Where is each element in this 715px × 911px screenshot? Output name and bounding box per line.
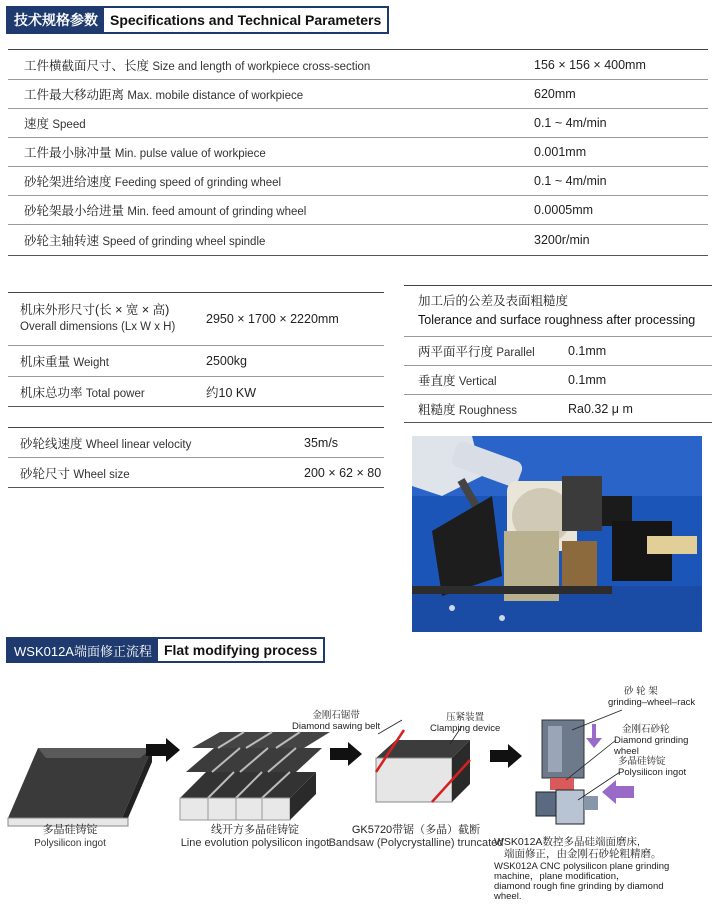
step3-caption-en: Bandsaw (Polycrystalline) truncated — [328, 837, 504, 849]
step4-caption-en3: diamond rough fine grinding by diamond — [494, 881, 664, 892]
step4-caption-en2: machine，plane modification， — [494, 871, 626, 882]
machine-row-weight — [8, 346, 384, 377]
polysilicon-ingot-block — [8, 748, 152, 826]
machine-photo — [412, 436, 702, 632]
spec-value: 0.001mm — [534, 145, 587, 159]
step1-caption — [10, 824, 130, 850]
weight-label-zh: 机床重量 — [20, 355, 71, 369]
velocity-label-zh: 砂轮线速度 — [20, 436, 83, 451]
line-evolution-ingot-bricks — [180, 732, 330, 820]
section2-title-en: Flat modifying process — [158, 639, 323, 661]
step4-caption-en1: WSK012A CNC polysilicon plane grinding — [494, 861, 670, 872]
spec-value: 0.1 ~ 4m/min — [534, 174, 607, 188]
tolerance-label-zh: 粗糙度 — [418, 402, 456, 417]
spec-label-zh: 工件横截面尺寸、长度 — [24, 59, 150, 73]
spec-value: 0.0005mm — [534, 203, 594, 217]
spec-row — [8, 109, 708, 138]
tolerance-value: Ra0.32 μ m — [568, 401, 633, 416]
tolerance-title-zh: 加工后的公差及表面粗糙度 — [418, 294, 569, 308]
spec-row — [8, 138, 708, 167]
tolerance-label-en: Roughness — [458, 404, 518, 417]
ingot-label-en: Polysilicon ingot — [618, 767, 687, 778]
grinding-machine-illustration — [412, 436, 702, 632]
tolerance-label-en: Parallel — [496, 347, 535, 359]
size-label-en: Wheel size — [73, 468, 130, 481]
spec-label-en: Speed of grinding wheel spindle — [102, 236, 266, 248]
spec-value: 620mm — [534, 87, 576, 101]
clamp-label-zh: 压紧装置 — [446, 712, 485, 723]
tolerance-label-en: Vertical — [458, 376, 497, 388]
spec-row — [8, 196, 708, 225]
tolerance-label-zh: 两平面平行度 — [418, 345, 494, 359]
spec-value: 3200r/min — [534, 233, 590, 247]
velocity-label-en: Wheel linear velocity — [85, 438, 192, 451]
wheel-row-size — [8, 458, 384, 488]
spec-label-zh: 砂轮主轴转速 — [24, 234, 100, 248]
tolerance-value: 0.1mm — [568, 373, 607, 387]
step2-caption-zh: 线开方多晶硅铸锭 — [211, 824, 299, 836]
spec-label-zh: 砂轮架进给速度 — [24, 175, 112, 189]
dims-label-en: Overall dimensions (Lx W x H) — [20, 321, 176, 333]
spec-value: 156 × 156 × 400mm — [534, 58, 646, 72]
diamond-belt-label — [292, 710, 380, 732]
power-label-en: Total power — [85, 387, 145, 400]
spec-row — [8, 225, 708, 256]
belt-label-en: Diamond sawing belt — [292, 721, 381, 732]
arrow-right-icon — [490, 744, 522, 768]
step2-caption — [160, 824, 350, 850]
size-label-zh: 砂轮尺寸 — [20, 466, 71, 481]
arrow-right-icon — [330, 742, 362, 766]
velocity-value: 35m/s — [304, 435, 339, 450]
section-title-en: Specifications and Technical Parameters — [104, 8, 387, 32]
wheel-row-velocity — [8, 428, 384, 458]
spec-label-en: Max. mobile distance of workpiece — [127, 90, 304, 102]
dims-value: 2950 × 1700 × 2220mm — [206, 312, 339, 326]
polysilicon-ingot-label — [618, 756, 686, 778]
power-value: 约10 KW — [206, 385, 257, 400]
spec-label-en: Speed — [52, 119, 86, 131]
weight-value: 2500kg — [206, 354, 248, 368]
spec-value: 0.1 ~ 4m/min — [534, 116, 607, 130]
step4-caption — [494, 836, 706, 902]
section-title-zh: 技术规格参数 — [8, 8, 104, 32]
diamond-wheel-label — [614, 724, 715, 757]
weight-label-en: Weight — [73, 357, 109, 369]
spec-label-en: Min. feed amount of grinding wheel — [127, 206, 307, 218]
spec-table-top-line — [8, 49, 708, 50]
size-value: 200 × 62 × 80 — [304, 465, 382, 480]
step3-caption — [326, 824, 506, 850]
ingot-label-zh: 多晶硅铸锭 — [618, 756, 666, 767]
spec-label-en: Size and length of workpiece cross-section — [152, 61, 371, 73]
purple-arrow-down-icon — [586, 724, 602, 748]
dwheel-label-en: Diamond grinding wheel — [614, 735, 689, 757]
dims-label-zh: 机床外形尺寸(长 × 宽 × 高) — [20, 303, 170, 317]
machine-row-dimensions — [8, 293, 384, 346]
spec-row — [8, 51, 708, 80]
tolerance-value: 0.1mm — [568, 344, 607, 358]
clamp-label-en: Clamping device — [430, 723, 501, 734]
section-header-process — [6, 637, 325, 663]
section-header-specs — [6, 6, 389, 34]
machine-row-power — [8, 377, 384, 407]
spec-label-zh: 工件最大移动距离 — [24, 88, 125, 102]
step4-caption-en4: wheel. — [494, 891, 522, 902]
step4-caption-zh2: 端面修正，由金刚石砂轮粗精磨。 — [504, 848, 662, 860]
spec-label-zh: 砂轮架最小给进量 — [24, 204, 125, 218]
grinding-rack-label — [608, 686, 695, 708]
spec-row — [8, 167, 708, 196]
step1-caption-en: Polysilicon ingot — [34, 838, 106, 849]
spec-row — [8, 80, 708, 109]
belt-label-zh: 金刚石锯带 — [312, 710, 360, 721]
tolerance-row — [404, 395, 712, 423]
tolerance-title-en: Tolerance and surface roughness after processing — [418, 313, 696, 327]
spec-label-en: Feeding speed of grinding wheel — [114, 177, 282, 189]
rack-label-en: grinding–wheel–rack — [608, 697, 696, 708]
tolerance-title-row — [404, 286, 712, 337]
spec-label-zh: 工件最小脉冲量 — [24, 146, 112, 160]
step4-caption-zh1: WSK012A数控多晶硅端面磨床, — [494, 836, 640, 848]
section2-title-zh: WSK012A端面修正流程 — [8, 639, 158, 661]
step2-caption-en: Line evolution polysilicon ingot — [180, 837, 330, 849]
spec-label-en: Min. pulse value of workpiece — [114, 148, 266, 160]
dwheel-label-zh: 金刚石砂轮 — [622, 724, 670, 735]
spec-label-zh: 速度 — [24, 117, 50, 131]
purple-arrow-left-icon — [602, 780, 634, 804]
rack-label-zh: 砂 轮 架 — [624, 686, 658, 697]
step3-caption-zh: GK5720带锯（多晶）截断 — [351, 824, 481, 836]
clamping-device-label — [430, 712, 500, 734]
tolerance-label-zh: 垂直度 — [418, 374, 456, 388]
step1-caption-zh: 多晶硅铸锭 — [42, 824, 98, 836]
tolerance-row — [404, 337, 712, 366]
power-label-zh: 机床总功率 — [20, 385, 83, 400]
tolerance-row — [404, 366, 712, 395]
